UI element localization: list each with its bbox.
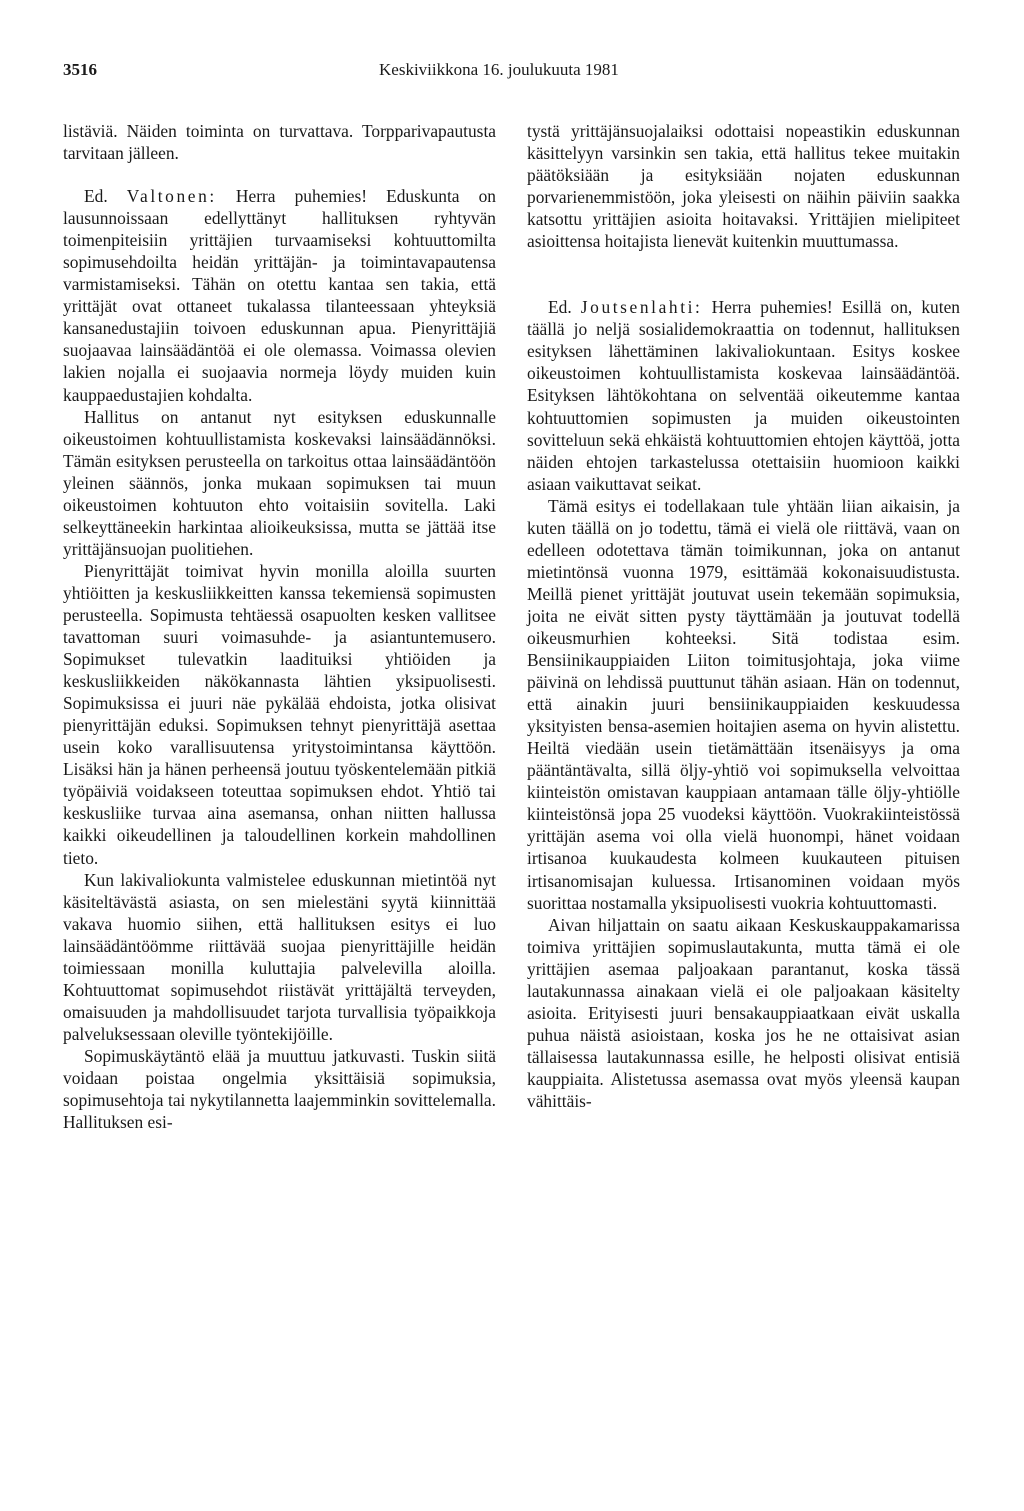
page-header xyxy=(63,60,963,86)
speech-paragraph xyxy=(527,296,960,494)
session-date: Keskiviikkona 16. joulukuuta 1981 xyxy=(379,60,619,79)
spacer xyxy=(63,164,496,185)
paragraph: tystä yrittäjänsuojalaiksi odottaisi nopeastikin eduskunnan käsittelyyn varsinkin sen takia, että hallitus tekee muitakin päätöksiään ja esityksiään nojaten eduskunnan porvarienemmistöön, joka yleisesti on näihin päiviin saakka katsottu yrittäjien asioita hoitavaksi. Yrittäjien mielipiteet asioittensa hoitajista lienevät kuitenkin muuttumassa. xyxy=(527,121,960,252)
speech-text: Herra puhemies! Eduskunta on lausunnoissaan edellyttänyt hallituksen ryhtyvän toimenpiteisiin yrittäjien turvaamiseksi kohtuuttomilta sopimusehdoilta heidän yrittäjän- ja toimintavapautensa varmistamiseksi. Tähän on otettu kantaa sen takia, että yrittäjät ovat ottaneet tukalassa tilanteessaan yhteyksiä kansanedustajiin toivoen eduskunnan apua. Pienyrittäjiä suojaavaa lainsäädäntöä ei ole olemassa. Voimassa olevien lakien nojalla ei suojaavia normeja löydy muiden kuin kauppaedustajien kohdalta. xyxy=(63,186,496,405)
speech-text: Herra puhemies! Esillä on, kuten täällä jo neljä sosialidemokraattia on todennut, hallituksen esityksen lähettäminen lakivaliokuntaan. Esitys koskee oikeustoimen kohtuullistamista koskevaa lainsäädäntöä. Esityksen lähtökohtana on selventää oikeutemme kantaa kohtuuttomien sopimusten ja muiden oikeustointen sovitteluun sekä ehkäistä kohtuuttomien ehtojen käyttöä, jotta näiden ehtojen tarkastelussa otettaisiin huomioon kaikki asiaan vaikuttavat seikat. xyxy=(527,297,960,494)
speech-prefix: Ed. xyxy=(548,297,572,318)
speech-paragraph xyxy=(63,185,496,405)
paragraph: Pienyrittäjät toimivat hyvin monilla aloilla suurten yhtiöitten ja keskusliikkeitten kanssa tekemiensä sopimusten perusteella. Sopimusta tehtäessä osapuolten kesken vallitsee tavattoman suuri voimasuhde- ja asiantuntemusero. Sopimukset tulevatkin laadituiksi yhtiöiden ja keskusliikkeiden näkökannasta lähtien yksipuolisesti. Sopimuksissa ei juuri näe pykälää ehdoista, jotka olisivat pienyrittäjän eduksi. Sopimuksen tehnyt pienyrittäjä asettaa usein koko varallisuutensa yritystoimintansa käyttöön. Lisäksi hän ja hänen perheensä joutuu työskentelemään pitkiä työpäiviä voidakseen toteuttaa sopimuksen ehdot. Yhtiö tai keskusliike turvaa aina asemansa, onhan niitten hallussa kaikki oikeudellinen ja taloudellinen korkein mahdollinen tieto. xyxy=(63,560,496,868)
paragraph: Kun lakivaliokunta valmistelee eduskunnan mietintöä nyt käsiteltävästä asiasta, on sen mielestäni syytä kiinnittää vakava huomio siihen, että hallituksen esitys ei luo lainsäädäntöömme riittävää suojaa pienyrittäjille heidän toimiessaan monilla kuluttajia palvelevilla aloilla. Kohtuuttomat sopimusehdot riistävät yrittäjältä terveyden, omaisuuden ja mahdollisuudet tarjota turvallisia työpaikkoja palveluksessaan oleville työntekijöille. xyxy=(63,869,496,1044)
paragraph: Tämä esitys ei todellakaan tule yhtään liian aikaisin, ja kuten täällä on jo todettu, tämä ei vielä ole riittävä, vaan on edelleen odotettava tämän toimikunnan, joka on antanut mietintönsä vuonna 1979, esittämää kokonaisuudistusta. Meillä pienet yrittäjät joutuvat usein tekemään sopimuksia, joita ne eivät sitten pysty täyttämään ja joutuvat todellä oikeusmurhien kohteeksi. Sitä todistaa esim. Bensiinikauppiaiden Liiton toimitusjohtaja, joka viime päivinä on lehdissä puuttunut tähän asiaan. Hän on todennut, että ainakin juuri bensiinikauppiaiden keskuudessa yksityisten bensa-asemien hoitajien asema on hyvin alistettu. Heiltä viedään usein tietämättään itsenäisyys ja oma pääntäntävalta, sillä öljy-yhtiö voi sopimuksella velvoittaa kiinteistön omistavan kauppiaan antamaan tälle öljy-yhtiölle kiinteistönsä jopa 25 vuodeksi käyttöön. Vuokrakiinteistössä yrittäjän asema voi olla vielä huonompi, hänet voidaan irtisanoa kuukaudesta kolmeen kuukauteen pituisen irtisanomisajan kuluessa. Irtisanominen voidaan myös suorittaa nostamalla yksipuolisesti vuokria kohtuuttomasti. xyxy=(527,495,960,913)
spacer xyxy=(527,252,960,296)
left-column xyxy=(63,120,496,1133)
speech-prefix: Ed. xyxy=(84,186,108,207)
right-column xyxy=(527,120,960,1112)
paragraph: Aivan hiljattain on saatu aikaan Keskuskauppakamarissa toimiva yrittäjien sopimuslautakunta, mutta tämä ei ole yrittäjien asemaa paljoakaan parantanut, koska tässä lautakunnassa ainakaan vielä ei ole paljoakaan käsitelty asioita. Erityisesti juuri bensakauppiaatkaan eivät uskalla puhua näistä asioistaan, koska jos he ne ottaisivat asian tällaisessa lautakunnassa esille, he helposti olisivat entisiä kauppiaita. Alistetussa asemassa ovat myös yleensä kaupan vähittäis- xyxy=(527,914,960,1111)
paragraph: Sopimuskäytäntö elää ja muuttuu jatkuvasti. Tuskin siitä voidaan poistaa ongelmia yksittäisiä sopimuksia, sopimusehtoja tai nykytilannetta laajemminkin sovittelemalla. Hallituksen esi- xyxy=(63,1045,496,1133)
speaker-name: Valtonen: xyxy=(126,186,217,207)
page-number: 3516 xyxy=(63,60,97,79)
speaker-name: Joutsenlahti: xyxy=(580,297,703,318)
paragraph: listäviä. Näiden toiminta on turvattava. Torpparivapautusta tarvitaan jälleen. xyxy=(63,121,496,164)
paragraph: Hallitus on antanut nyt esityksen eduskunnalle oikeustoimen kohtuullistamista koskevaksi lainsäädännöksi. Tämän esityksen perusteella on tarkoitus ottaa lainsäädäntöön yleinen säännös, jonka mukaan sopimuksen tai muun oikeustoimen kohtuuton ehto voitaisiin sovitella. Laki selkeyttäneekin harkintaa alioikeuksissa, mutta se jättää itse yrittäjänsuojan puolitiehen. xyxy=(63,406,496,559)
